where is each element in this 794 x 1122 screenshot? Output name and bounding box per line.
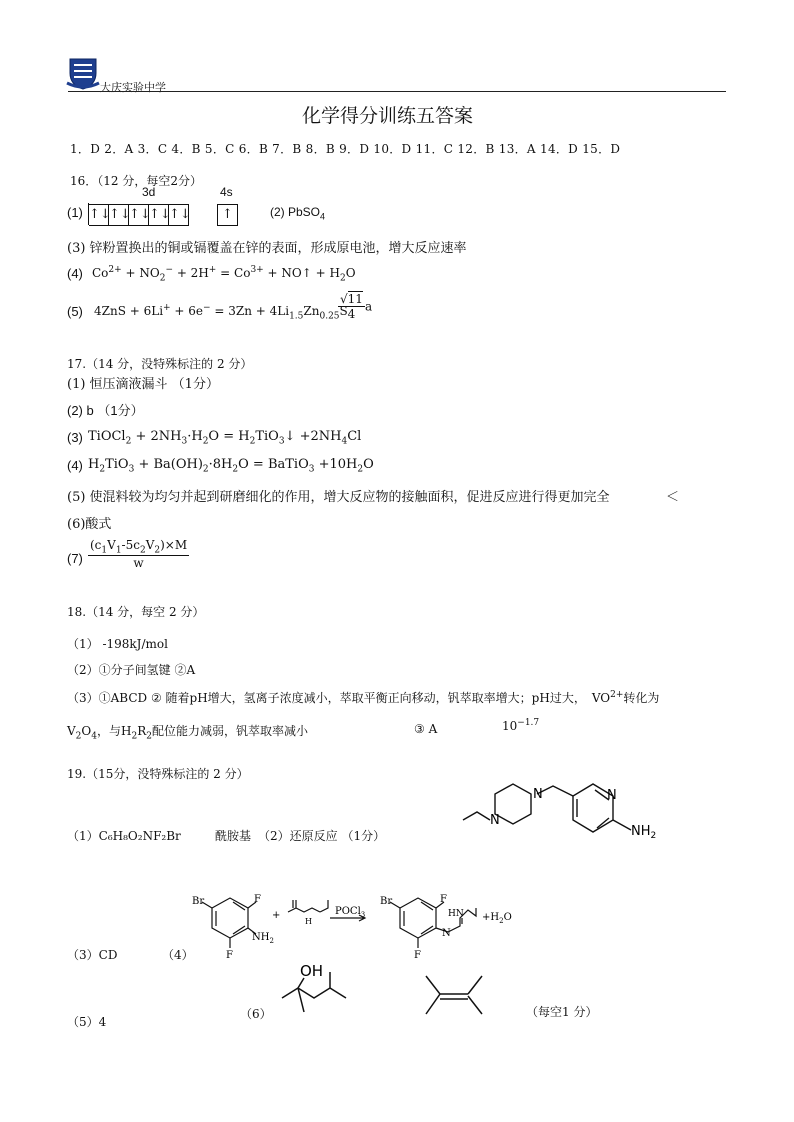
q16-part4-equation: $Co^{2+} + NO_2^- + 2H^+ = Co^{3+}$ + NO↑ + $H_2O$ [92,265,356,284]
struct-f-3: F [440,894,447,905]
q19-part4: （4） [162,948,194,962]
orbital-cell: ↑ [217,204,238,226]
q18-exponent [502,718,539,733]
q17-heading: 17.（14 分，没特殊标注的 2 分） [67,357,253,371]
q19-heading: 19.（15分，没特殊标注的 2 分） [67,767,249,781]
orbital-4s-label: 4s [220,185,233,199]
school-logo [66,55,100,91]
struct-n2: N [533,787,543,802]
plus-sign: + [272,910,281,921]
struct-oh: OH [300,962,324,980]
page-title: 化学得分训练五答案 [302,105,474,127]
q19-part5: （5）4 [67,1015,107,1029]
q17-part2: (2) b （1分） [67,403,144,418]
orbital-cell: ↑↓ [89,204,109,226]
struct-br-2: Br [380,896,393,907]
vo-ion: VO [591,691,611,705]
q17-part5-symbol: ＜ [666,490,680,505]
q16-part2-text: (2) PbSO [270,205,321,219]
q19-part1-label: （1）C [67,829,108,843]
q17-part7-fraction: $(c_1V_1-5c_2V_2)\times M$ w [90,538,188,571]
h-subscript: 2 [131,731,138,742]
struct-nh2: $NH_2$ [631,824,657,841]
q17-part3-label: (3) [67,430,83,445]
v-subscript: 2 [75,731,82,742]
struct-h: H [305,917,312,926]
q17-part6: (6)酸式 [67,517,112,532]
q18-tail-text: 配位能力减弱，钒萃取率减小 [151,724,308,738]
structure-alkene [420,970,490,1020]
v-symbol: V [67,724,76,738]
molecular-formula: ₆H₈O₂NF₂Br [107,829,181,843]
q16-part3: (3) 锌粉置换出的铜或镉覆盖在锌的表面，形成原电池，增大反应速率 [67,241,467,256]
struct-f-4: F [414,950,421,961]
header-divider [68,91,726,92]
q18-part3-line2 [67,722,308,741]
orbital-cell: ↑↓ [149,204,169,226]
q16-part5-equation: $4ZnS + 6Li^+ + 6e^- = 3Zn + 4Li_{1.5}Zn_{0.25}S$ [94,303,348,322]
q19-part2: （2）还原反应 （1分） [258,829,386,843]
reagent-text: POCl [335,906,361,917]
q16-part4-label: (4) [67,266,83,281]
q19-part1 [67,827,181,844]
q17-part3-equation: TiOCl$_2$ + $2NH_3\cdot H_2O$ = $H_2TiO_3↓ +2NH_4Cl$ [88,429,362,447]
q19-part3: （3）CD [67,948,118,962]
structure-piperazine-pyridine [455,772,670,842]
orbital-cell: ↑↓ [129,204,149,226]
q19-note: （每空1 分） [526,1005,598,1019]
fraction-a: a [364,299,373,314]
q19-part6: （6） [240,1007,272,1021]
struct-n-imine: N [442,928,451,939]
exp-power: −1.7 [517,718,540,728]
struct-nh2-1: $NH_2$ [252,932,274,945]
struct-hn: HN [448,909,464,919]
r-symbol: R [137,724,147,738]
q16-part2 [270,205,325,221]
q16-part5-fraction: $\frac{√11}{4}$ a [340,292,373,321]
q18-part2: （2）①分子间氢键 ②A [67,663,196,677]
r-subscript: 2 [146,731,152,742]
q16-heading: 16．（12 分，每空2分） [70,174,202,188]
h-symbol: H [121,724,132,738]
q18-part1: （1） -198kJ/mol [67,637,168,651]
q17-part7-label: (7) [67,551,83,566]
reagent-label: POCl$_3$ [335,906,366,919]
plus-water: $+H_2O$ [482,912,512,925]
struct-f-2: F [226,950,233,961]
struct-f-1: F [254,894,261,905]
orbital-3d-box [88,203,189,225]
structure-alcohol [276,958,356,1020]
sqrt-radicand: 11 [347,292,363,306]
struct-br-1: Br [192,896,205,907]
orbital-cell: ↑↓ [169,204,189,226]
struct-n1: N [490,813,500,828]
q17-part1: (1) 恒压滴液漏斗 （1分） [67,377,219,392]
q18-mid-text: ，与 [96,724,121,738]
orbital-cell: ↑↓ [109,204,129,226]
q16-part1-label: (1) [67,205,83,220]
o-subscript: 4 [91,731,97,742]
q18-part3-tail: 转化为 [623,691,660,705]
q16-part5-label: (5) [67,304,83,319]
struct-n3: N [607,788,617,803]
mc-answers: 1．D 2．A 3．C 4．B 5．C 6．B 7．B 8．B 9．D 10．D 11．C 12．B 13．A 14．D 15．D [70,142,621,156]
fraction-denominator: 4 [347,307,356,321]
plus-water-text: +H [482,912,500,923]
q18-heading: 18.（14 分，每空 2 分） [67,605,205,619]
vo-charge: 2+ [610,690,624,700]
struct-nh2-1-text: NH [252,932,270,943]
structure-reaction [190,888,520,963]
exp-base: 10 [502,719,518,733]
q18-part3-answer: ③ A [414,722,438,736]
orbital-3d-label: 3d [142,185,156,199]
q17-part4-equation: $H_2TiO_3 + Ba(OH)_2\cdot 8H_2O$ = BaTiO$_3$ $+10H_2O$ [88,457,374,475]
q17-part4-label: (4) [67,458,83,473]
orbital-4s-box [217,203,238,226]
q18-part3-text: （3）①ABCD ② 随着pH增大，氢离子浓度减小，萃取平衡正向移动，钒萃取率增大；pH过大， [67,691,586,705]
struct-nh2-text: NH [631,824,651,839]
q17-part5: (5) 使混料较为均匀并起到研磨细化的作用，增大反应物的接触面积，促进反应进行得更加完全 [67,490,610,505]
q16-part2-sub: 4 [320,211,326,222]
q18-part3-line1 [67,689,659,706]
school-name: 大庆实验中学 [100,81,166,94]
q19-functional-group: 酰胺基 [215,829,252,843]
o-symbol: O [81,724,92,738]
fraction-denominator: w [133,556,144,571]
